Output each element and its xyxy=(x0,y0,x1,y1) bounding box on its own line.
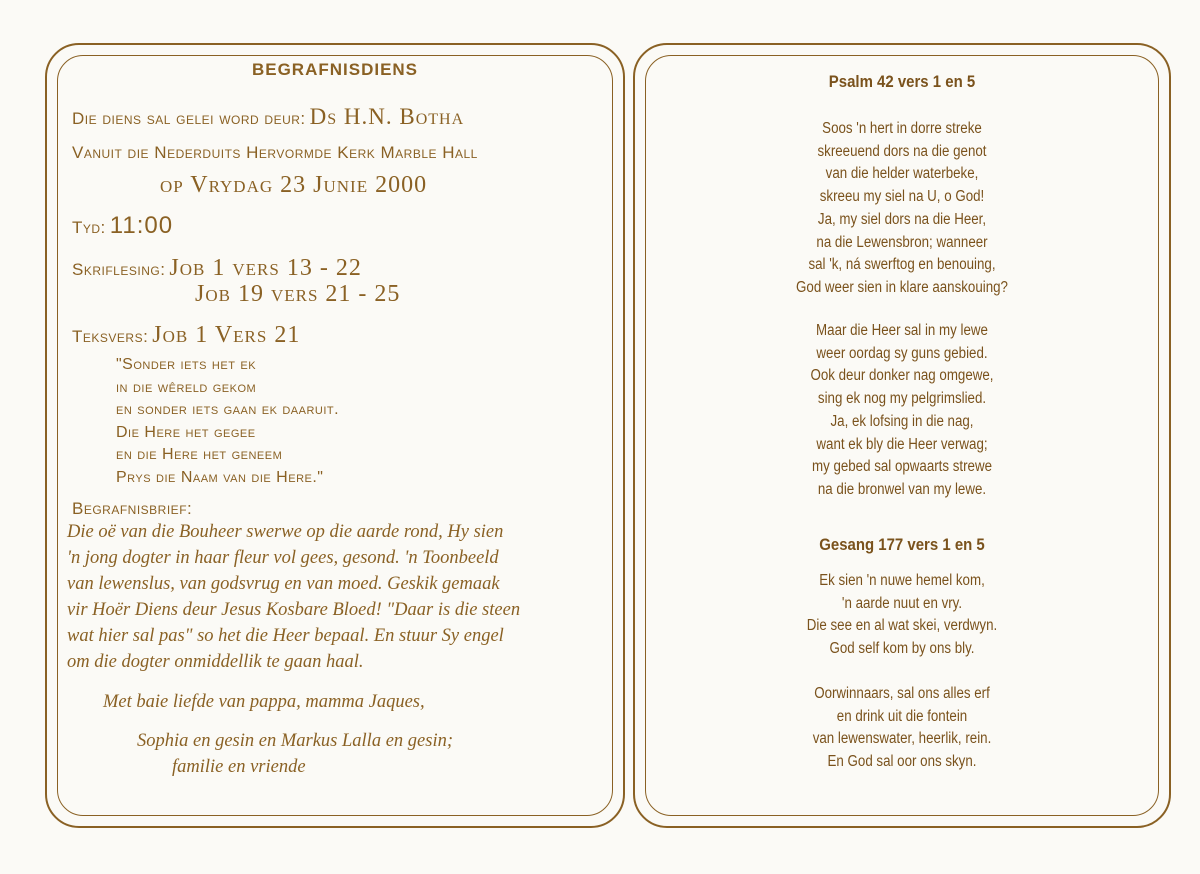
verse-line: my gebed sal opwaarts strewe xyxy=(811,458,993,476)
verse-line: sal 'k, ná swerftog en benouing, xyxy=(808,256,996,274)
letter-text xyxy=(67,519,520,675)
signoff-2: Sophia en gesin en Markus Lalla en gesin; xyxy=(137,731,453,751)
officiant-line xyxy=(72,104,464,130)
psalm-stanza-2 xyxy=(681,320,1123,502)
verse-line: Maar die Heer sal in my lewe xyxy=(816,322,988,339)
quote-line: en die Here het geneem xyxy=(116,446,283,464)
verse-line: skreeuend dors na die genot xyxy=(817,142,987,160)
verse-line: En God sal oor ons skyn. xyxy=(827,753,977,771)
venue: Vanuit die Nederduits Hervormde Kerk Marble Hall xyxy=(72,143,478,162)
quote-line: "Sonder iets het ek xyxy=(116,356,257,373)
verse-line: van lewenswater, heerlik, rein. xyxy=(812,730,992,748)
verse-line: en drink uit die fontein xyxy=(836,707,968,725)
verse-line: Ek sien 'n nuwe hemel kom, xyxy=(819,572,985,589)
text-verse-ref: Job 1 Vers 21 xyxy=(152,322,301,348)
gesang-title: Gesang 177 vers 1 en 5 xyxy=(819,535,985,554)
letter-line: vir Hoër Diens deur Jesus Kosbare Bloed! "Daar is die steen xyxy=(67,600,521,620)
text-verse-label: Teksvers: xyxy=(72,327,149,346)
reading-1: Job 1 vers 13 - 22 xyxy=(169,255,362,281)
psalm-title: Psalm 42 vers 1 en 5 xyxy=(828,72,976,91)
time-line xyxy=(72,212,173,240)
letter-line: wat hier sal pas" so het die Heer bepaal. En stuur Sy engel xyxy=(67,626,504,646)
letter-line: van lewenslus, van godsvrug en van moed. Geskik gemaak xyxy=(67,574,500,594)
gesang-stanza-2 xyxy=(681,683,1123,774)
letter-label: Begrafnisbrief: xyxy=(72,499,193,518)
gesang-section xyxy=(645,535,1159,555)
officiant-name: Ds H.N. Botha xyxy=(309,104,465,129)
page-title: BEGRAFNISDIENS xyxy=(251,60,419,79)
text-verse-quote xyxy=(116,354,339,490)
reading-label: Skriflesing: xyxy=(72,260,166,279)
letter-line: om die dogter onmiddellik te gaan haal. xyxy=(67,652,364,672)
service-date: op Vrydag 23 Junie 2000 xyxy=(160,172,428,198)
letter-line: Die oë van die Bouheer swerwe op die aarde rond, Hy sien xyxy=(67,522,504,542)
verse-line: Ja, my siel dors na die Heer, xyxy=(817,210,987,228)
verse-line: van die helder waterbeke, xyxy=(825,165,979,183)
time-label: Tyd: xyxy=(72,218,106,237)
verse-line: weer oordag sy guns gebied. xyxy=(816,344,988,362)
text-verse-line xyxy=(72,322,300,349)
time-value: 11:00 xyxy=(109,212,174,239)
verse-line: na die bronwel van my lewe. xyxy=(817,480,987,498)
verse-line: God weer sien in klare aanskouing? xyxy=(796,278,1008,296)
verse-line: sing ek nog my pelgrimslied. xyxy=(817,390,987,408)
reading-2: Job 19 vers 21 - 25 xyxy=(195,281,401,307)
reading-line-1 xyxy=(72,255,362,282)
psalm-section xyxy=(645,72,1159,92)
verse-line: Ja, ek lofsing in die nag, xyxy=(830,412,974,430)
verse-line: 'n aarde nuut en vry. xyxy=(841,594,963,612)
psalm-stanza-1 xyxy=(681,118,1123,300)
quote-line: en sonder iets gaan ek daaruit. xyxy=(116,401,340,419)
signoff-1: Met baie liefde van pappa, mamma Jaques, xyxy=(103,692,425,712)
verse-line: God self kom by ons bly. xyxy=(829,640,975,658)
signoff-3: familie en vriende xyxy=(172,757,306,777)
verse-line: Soos 'n hert in dorre streke xyxy=(822,120,982,137)
officiant-label: Die diens sal gelei word deur: xyxy=(72,109,306,128)
verse-line: Ook deur donker nag omgewe, xyxy=(810,367,994,385)
letter-line: 'n jong dogter in haar fleur vol gees, gesond. 'n Toonbeeld xyxy=(67,548,499,568)
verse-line: Die see en al wat skei, verdwyn. xyxy=(806,617,998,635)
quote-line: in die wêreld gekom xyxy=(116,378,257,396)
quote-line: Prys die Naam van die Here." xyxy=(116,468,324,486)
verse-line: skreeu my siel na U, o God! xyxy=(819,188,985,206)
verse-line: na die Lewensbron; wanneer xyxy=(816,233,988,251)
verse-line: want ek bly die Heer verwag; xyxy=(816,435,988,453)
verse-line: Oorwinnaars, sal ons alles erf xyxy=(814,685,990,702)
quote-line: Die Here het gegee xyxy=(116,423,256,441)
gesang-stanza-1 xyxy=(681,570,1123,661)
